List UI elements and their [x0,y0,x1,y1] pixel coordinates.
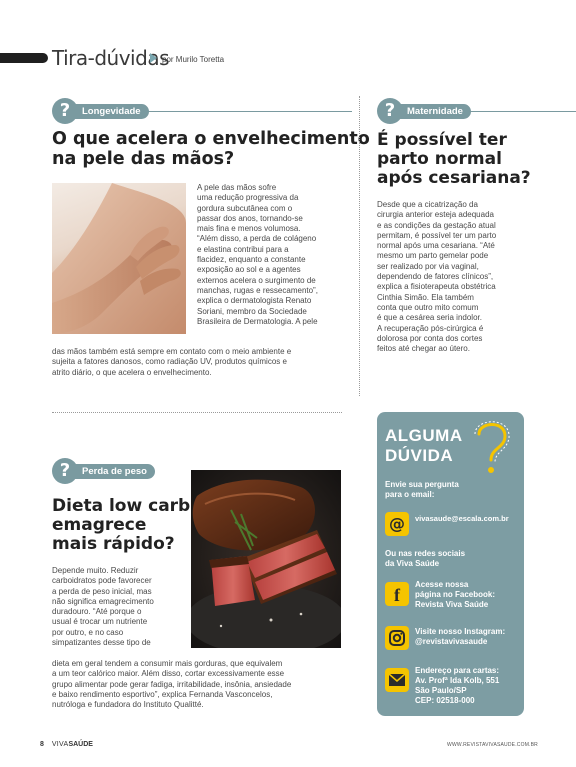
instagram-icon[interactable] [385,626,409,650]
envelope-glyph [385,668,409,692]
question-mark-icon: ? [52,98,78,124]
header-bar [0,53,48,63]
question-mark-icon: ? [377,98,403,124]
chevron-right-icon [150,53,157,63]
envelope-icon [385,668,409,692]
page-number: 8 [40,741,44,748]
section-title: Tira-dúvidas [52,46,169,70]
website-url[interactable]: WWW.REVISTAVIVASAUDE.COM.BR [447,742,538,748]
article3-body-side: Depende muito. Reduzir carboidratos pode favorecer a perda de peso inicial, mas não significa emagrecimento duradouro. “Até porque o usual é trocar um nutriente por outro, e no caso simpatizantes desse tipo de [52,566,154,648]
tag-longevidade [52,98,352,124]
article2-title: É possível ter parto normal após cesariana? [377,130,531,189]
section-divider [52,412,342,413]
column-divider [359,96,360,396]
brand-saude: SAÚDE [68,741,93,748]
question-mark-doodle-icon [469,418,515,482]
tag-label: Perda de peso [72,464,155,479]
tag-perda-de-peso [52,458,192,484]
steak-photo [191,470,341,648]
facebook-text[interactable]: Acesse nossa página no Facebook: Revista Viva Saúde [415,580,496,609]
tag-label: Maternidade [397,104,471,119]
tag-label: Longevidade [72,104,149,119]
article3-title: Dieta low carb emagrece mais rápido? [52,496,191,555]
page-header [0,46,300,72]
mail-address-text: Endereço para cartas: Av. Profª Ida Kolb, 551 São Paulo/SP CEP: 02518-000 [415,666,500,705]
email-address[interactable]: vivasaude@escala.com.br [415,514,509,523]
article1-body-side: A pele das mãos sofre uma redução progressiva da gordura subcutânea com o passar dos anos, tornando-se mais fina e menos volumosa. “Além disso, a perda de colágeno e elastina contribui para a flacidez, enquanto a constante exposição ao sol e a agentes externos acelera o surgimento de manchas, rugas e ressecamento”, explica o dermatologista Renato Soriani, membro da Sociedade Brasileira de Dermatologia. A pele [197,183,318,326]
article3-body-full: dieta em geral tendem a consumir mais gorduras, que equivalem a um teor calórico maior. Além disso, cortar excessivamente esse grupo alimentar pode gerar fadiga, irritabilidade, insônia, ansiedade e baixo rendimento esportivo”, explica Fernanda Vasconcelos, nutróloga e fundadora do Instituto Qualitté. [52,659,292,710]
page-footer-left [40,741,93,748]
steak-illustration [191,470,341,648]
article1-title: O que acelera o envelhecimento na pele das mãos? [52,129,370,169]
sidebar-title: ALGUMA DÚVIDA [385,426,463,465]
instagram-text[interactable]: Visite nosso Instagram: @revistavivasaude [415,627,506,646]
email-at-icon[interactable]: @ [385,512,409,536]
social-text: Ou nas redes sociais da Viva Saúde [385,549,466,568]
article2-body: Desde que a cicatrização da cirurgia anterior esteja adequada e as condições da gestação atual permitam, é possível ter um parto normal após uma cesariana. “Até mesmo um parto gemelar pode ser realizado por via vaginal, dependendo de fatores clínicos”, explica a fisioterapeuta obstétrica Cinthia Simão. Ela também conta que outro mito comum é que a cesárea seria indolor. A recuperação pós-cirúrgica é dolorosa por conta dos cortes feitos até chegar ao útero. [377,200,497,354]
author-credit: por Murilo Toretta [162,55,225,64]
tag-maternidade [377,98,576,124]
ask-text: Envie sua pergunta para o email: [385,480,459,499]
hand-illustration [52,183,186,334]
question-mark-icon: ? [52,458,78,484]
article1-body-full: das mãos também está sempre em contato com o meio ambiente e sujeita a fatores danosos, como radiação UV, produtos químicos e atrito diário, o que acelera o envelhecimento. [52,347,292,377]
instagram-glyph [385,626,409,650]
facebook-icon[interactable]: f [385,582,409,606]
brand-viva: VIVA [51,741,69,748]
contact-sidebar [377,412,524,716]
hand-photo [52,183,186,334]
